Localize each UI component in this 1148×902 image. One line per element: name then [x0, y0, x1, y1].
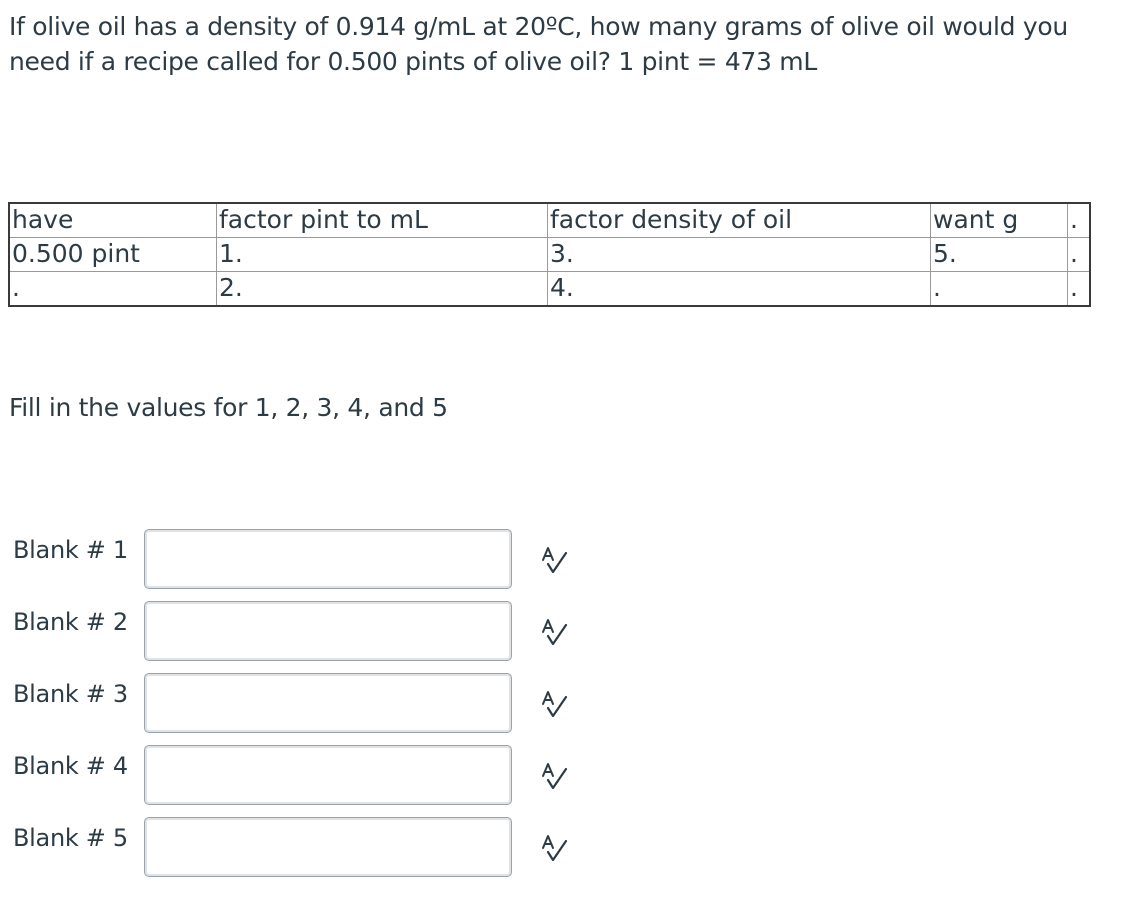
blank-row-1: [13, 529, 593, 593]
blank-label: Blank # 4: [13, 752, 128, 780]
table-cell: .: [1068, 203, 1091, 238]
blank-3-input[interactable]: [144, 673, 512, 733]
conversion-table: [8, 202, 1091, 307]
table-cell: 2.: [217, 272, 548, 307]
table-row: [9, 272, 1090, 307]
blank-label: Blank # 2: [13, 608, 128, 636]
table-cell: have: [9, 203, 217, 238]
blank-row-2: [13, 601, 593, 665]
table-cell: 5.: [931, 238, 1068, 272]
blank-5-input[interactable]: [144, 817, 512, 877]
table-cell: 0.500 pint: [9, 238, 217, 272]
spell-check-icon[interactable]: [538, 545, 570, 577]
table-row: [9, 203, 1090, 238]
spell-check-icon[interactable]: [538, 833, 570, 865]
table-cell: 3.: [548, 238, 931, 272]
question-text: If olive oil has a density of 0.914 g/mL at 20ºC, how many grams of olive oil would you need if a recipe called for 0.500 pints of olive oil? 1 pint = 473 mL: [9, 12, 1068, 76]
blank-row-3: [13, 673, 593, 737]
table-cell: factor density of oil: [548, 203, 931, 238]
table-cell: 1.: [217, 238, 548, 272]
blank-label: Blank # 1: [13, 536, 128, 564]
spell-check-icon[interactable]: [538, 689, 570, 721]
blank-row-4: [13, 745, 593, 809]
spell-check-icon[interactable]: [538, 617, 570, 649]
blank-2-input[interactable]: [144, 601, 512, 661]
instructions-text: Fill in the values for 1, 2, 3, 4, and 5: [9, 393, 448, 422]
blank-1-input[interactable]: [144, 529, 512, 589]
blank-4-input[interactable]: [144, 745, 512, 805]
table-cell: 4.: [548, 272, 931, 307]
table-cell: .: [1068, 272, 1091, 307]
table-cell: want g: [931, 203, 1068, 238]
table-cell: .: [1068, 238, 1091, 272]
spell-check-icon[interactable]: [538, 761, 570, 793]
blank-label: Blank # 3: [13, 680, 128, 708]
blank-row-5: [13, 817, 593, 881]
table-cell: .: [931, 272, 1068, 307]
table-cell: .: [9, 272, 217, 307]
table-cell: factor pint to mL: [217, 203, 548, 238]
table-row: [9, 238, 1090, 272]
blank-label: Blank # 5: [13, 824, 128, 852]
